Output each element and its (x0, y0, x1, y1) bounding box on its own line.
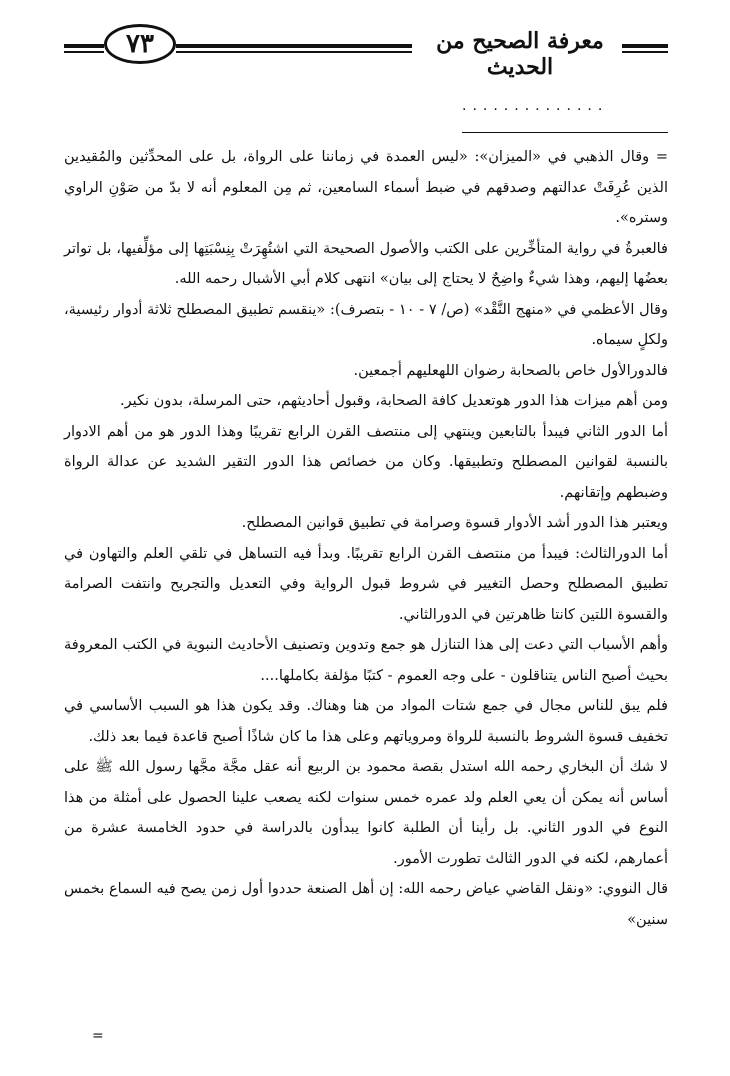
paragraph-dhahabi-quote: = وقال الذهبي في «الميزان»: «ليس العمدة في زماننا على الرواة، بل على المحدِّثين والمُقيدين الذين عُرِفَتْ عدالتهم وصدقهم في ضبط أسماء السامعين، ثم مِن المعلوم أنه لا بدّ من صَوْنِ الراوي وستره». (64, 149, 668, 226)
running-title: معرفة الصحيح من الحديث (436, 28, 604, 80)
continuation-marker: = (92, 1028, 104, 1044)
page-header (0, 0, 730, 90)
page-number: ٧٣ (104, 24, 176, 64)
body-text (64, 142, 668, 935)
paragraph-first-period-features: ومن أهم ميزات هذا الدور هوتعديل كافة الصحابة، وقبول أحاديثهم، حتى المرسلة، بدون نكير. (120, 393, 668, 409)
paragraph-azami-intro: وقال الأعظمي في «منهج النَّقْد» (ص/ ٧ - ١٠ - بتصرف): «ينقسم تطبيق المصطلح ثلاثة أدوار رئيسية، ولكلٍ سيماه. (64, 301, 668, 348)
header-rule-right (622, 44, 668, 53)
header-rule-middle (176, 44, 412, 53)
paragraph-third-period: أما الدورالثالث: فيبدأ من منتصف القرن الرابع تقريبًا. وبدأ فيه التساهل في تلقي العلم والتهاون في تطبيق المصطلح وحصل التغيير في شروط قبول الرواية وفي التعديل والتجريح وانتفت الصرامة والقسوة اللتين كانتا ظاهرتين في الدورالثاني. (64, 545, 668, 623)
footnote-separator (462, 132, 668, 133)
paragraph-later-narration: فالعبرةُ في رواية المتأخِّرين على الكتب والأصول الصحيحة التي اشتُهِرَتْ بِنِسْبَتِها إلى مؤلِّفيها، بل تواتر بعضُها إليهم، وهذا شيءٌ واضِحٌ لا يحتاج إلى بيان» انتهى كلام أبي الأشبال رحمه الله. (64, 240, 668, 287)
paragraph-nawawi: قال النووي: «ونقل القاضي عياض رحمه الله: إن أهل الصنعة حددوا أول زمن يصح فيه السماع بخمس سنين» (64, 881, 668, 928)
paragraph-second-period-strictness: ويعتبر هذا الدور أشد الأدوار قسوة وصرامة في تطبيق قوانين المصطلح. (241, 515, 668, 531)
header-rule-left (64, 44, 104, 53)
paragraph-bukhari: لا شك أن البخاري رحمه الله استدل بقصة محمود بن الربيع أنه عقل مجَّة مجَّها رسول الله ﷺ على أساس أنه يمكن أن يعي العلم ولد عمره خمس سنوات لكنه يصعب علينا الحصول على أمثلة من هذا النوع في الدور الثاني. بل رأينا أن الطلبة كانوا يبدأون بالدراسة في حدود الخامسة عشرة من أعمارهم، لكنه في الدور الثالث تطورت الأمور. (64, 759, 668, 867)
paragraph-second-period: أما الدور الثاني فيبدأ بالتابعين وينتهي إلى منتصف القرن الرابع تقريبًا وهذا الدور هو من أهم الادوار بالنسبة لقوانين المصطلح وتطبيقها. وكان من خصائص هذا الدور التقير الشديد عن عدالة الرواة وضبطهم وإتقانهم. (64, 423, 668, 501)
footnote-dots: .............. (462, 98, 609, 114)
paragraph-easing-conditions: فلم يبق للناس مجال في جمع شتات المواد من هنا وهناك. وقد يكون هذا هو السبب الأساسي في تخفيف قسوة الشروط بالنسبة للرواة ومروياتهم وعلى هذا ما كان شاذًا أصبح قاعدة فيما بعد ذلك. (64, 698, 668, 745)
paragraph-first-period: فالدورالأول خاص بالصحابة رضوان اللهعليهم أجمعين. (353, 362, 668, 379)
paragraph-reasons: وأهم الأسباب التي دعت إلى هذا التنازل هو جمع وتدوين وتصنيف الأحاديث النبوية في الكتب المعروفة بحيث أصبح الناس يتناقلون - على وجه العموم - كتبًا مؤلفة بكاملها.... (64, 637, 668, 684)
